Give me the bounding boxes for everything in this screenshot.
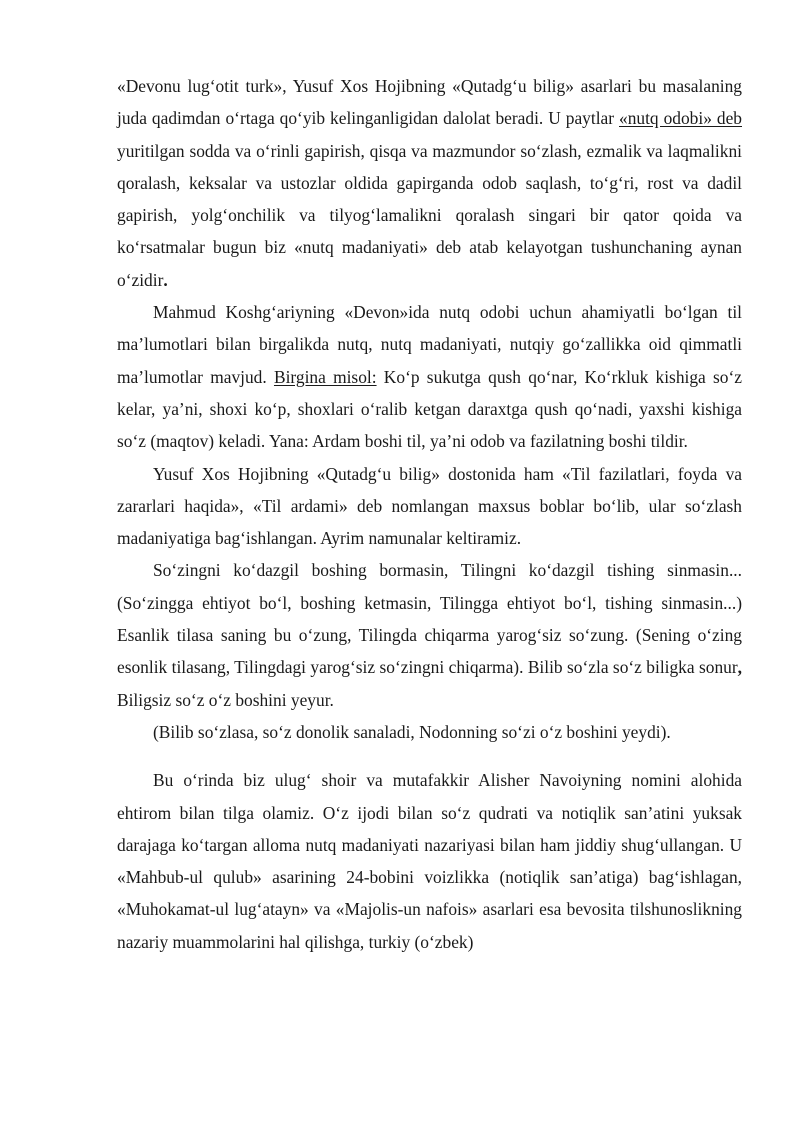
document-page [117,70,742,958]
underlined-term-birgina-misol: Birgina misol: [273,366,377,387]
underlined-term-nutq-odobi: «nutq odobi» deb [619,108,742,129]
paragraph-2 [117,296,742,457]
paragraph-4-verse [117,554,742,715]
paragraph-1-bold-period: . [163,269,168,290]
paragraph-spacer [117,748,742,764]
paragraph-6: Bu o‘rinda biz ulug‘ shoir va mutafakkir Alisher Navoiyning nomini alohida ehtirom bilan tilga olamiz. O‘z ijodi bilan so‘z qudrati va notiqlik san’atini yuksak darajaga ko‘targan alloma nutq madaniyati nazariyasi bilan ham jiddiy shug‘ullangan. U «Mahbub-ul qulub» asarining 24-bobini voizlikka (notiqlik san’atiga) bag‘ishlagan, «Muhokamat-ul lug‘atayn» va «Majolis-un nafois» asarlari esa bevosita tilshunoslikning nazariy muammolarini hal qilishga, turkiy (o‘zbek) [117,770,742,952]
verse-bold-comma: , [737,657,742,678]
paragraph-2-text-b: Ko‘p sukutga qush qo‘nar, Ko‘rkluk kishiga so‘z kelar, ya’ni, shoxi ko‘p, shoxlari o‘ralib ketgan daraxtga qush qo‘nadi, yaxshi kishiga so‘z (maqtov) keladi. Yana: Ardam boshi til, ya’ni odob va fazilatning boshi tildir. [117,366,742,452]
paragraph-3: Yusuf Xos Hojibning «Qutadg‘u bilig» dostonida ham «Til fazilatlari, foyda va zararlari haqida», «Til ardami» deb nomlangan maxsus boblar bo‘lib, ular so‘zlash madaniyatiga bag‘ishlangan. Ayrim namunalar keltiramiz. [117,463,742,549]
verse-text-end: Biligsiz so‘z o‘z boshini yeyur. [117,689,334,710]
paragraph-5-translation: (Bilib so‘zlasa, so‘z donolik sanaladi, Nodonning so‘zi o‘z boshini yeydi). [153,721,671,742]
paragraph-1-text-b: yuritilgan sodda va o‘rinli gapirish, qisqa va mazmundor so‘zlash, ezmalik va laqmalikni qoralash, keksalar va ustozlar oldida gapirganda odob saqlash, to‘g‘ri, rost va dadil gapirish, yolg‘onchilik va tilyog‘lamalikni qoralash singari bir qator qoida va ko‘rsatmalar bugun biz «nutq madaniyati» deb atab kelayotgan tushunchaning aynan o‘zidir [117,140,742,290]
paragraph-1-text-a: «Devonu lug‘otit turk», Yusuf Xos Hojibning «Qutadg‘u bilig» asarlari bu masalaning juda qadimdan o‘rtaga qo‘yib kelinganligidan dalolat beradi. U paytlar [117,76,742,129]
verse-text: So‘zingni ko‘dazgil boshing bormasin, Tilingni ko‘dazgil tishing sinmasin... (So‘zingga ehtiyot bo‘l, boshing ketmasin, Tilingga ehtiyot bo‘l, tishing sinmasin...) Esanlik tilasa saning bu o‘zung, Tilingda chiqarma yarog‘siz so‘zung. (Sening o‘zing esonlik tilasang, Tilingdagi yarog‘siz so‘zingni chiqarma). Bilib so‘zla so‘z biligka sonur [117,560,742,678]
paragraph-1 [117,70,742,296]
paragraph-2-text-a: Mahmud Koshg‘ariyning «Devon»ida nutq odobi uchun ahamiyatli bo‘lgan til ma’lumotlari bilan birgalikda nutq, nutq madaniyati, nutqiy go‘zallikka oid qimmatli ma’lumotlar mavjud. [117,302,742,387]
